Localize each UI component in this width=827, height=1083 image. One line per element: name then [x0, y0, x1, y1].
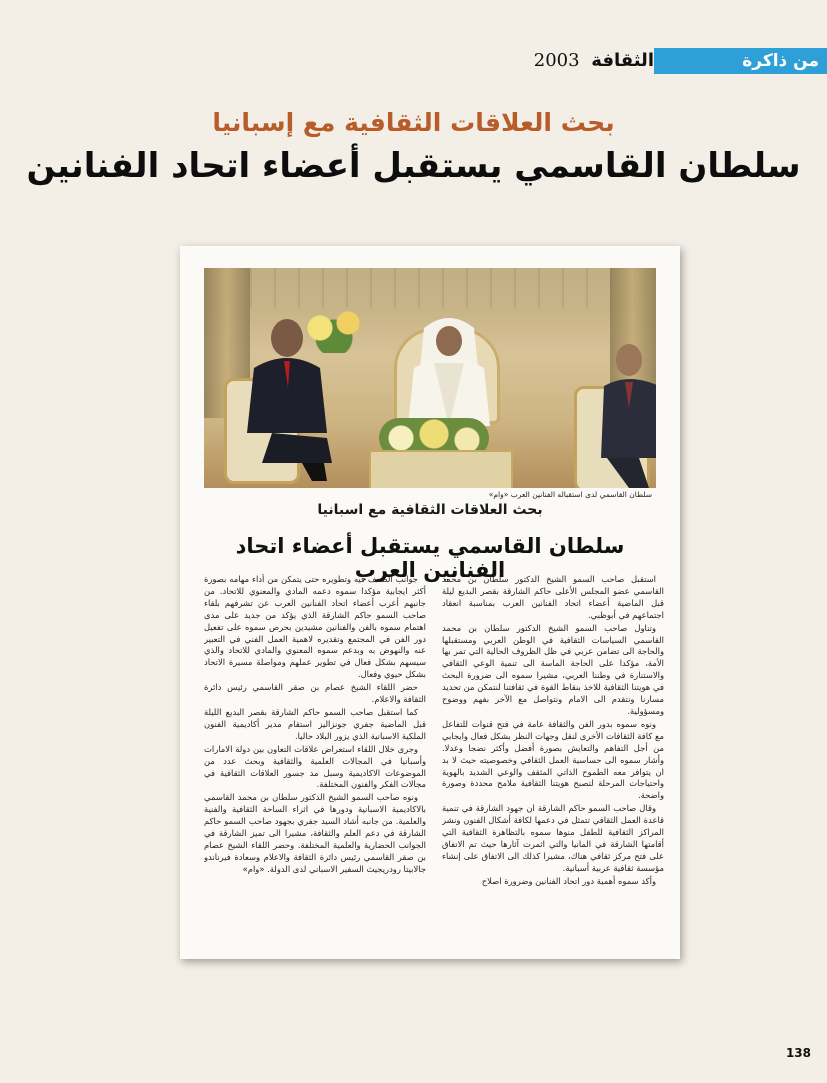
clipping-photo [204, 268, 656, 488]
photo-caption: سلطان القاسمي لدى استقباله الفنانين العرب «وام» [488, 490, 652, 499]
photo-table [369, 450, 513, 488]
paragraph: وجرى خلال اللقاء استعراض علاقات التعاون بين دولة الامارات وأسبانيا في المجالات العلمية والثقافية وبحث عدد من الموضوعات الاكاديمية وسبل مد جسور العلاقات الثقافية في مجالات الفكر والفنون المختلفة. [204, 743, 426, 790]
photo-person-right [599, 338, 656, 488]
clipping-subhead: بحث العلاقات الثقافية مع اسبانيا [317, 502, 543, 518]
paragraph: جوانب الضعف فيه وتطويره حتى يتمكن من أداء مهامه بصورة أكثر ايجابية مؤكدا سموه دعمه المادي والمعنوي للاتحاد. من جانبهم أعرب أعضاء اتحاد الفنانين العرب عن تشرفهم بلقاء صاحب السمو حاكم الشارقة الذي يؤكد من جديد على مدى اهتمام سموه بالفن والفنانين مشيدين بحرص سموه على تفعيل دور الفن في المجتمع وتقديره لاهمية العمل الفني في التعبير عنه والنهوض به وبدعم سموه المعنوي والمادي للاتحاد والذي سيسهم بشكل فعال في تطوير عملهم ومواصلة مسيرة الاتحاد بشكل حيوي وفعال. [204, 574, 426, 680]
header-series-label: من ذاكرة [742, 51, 819, 71]
paragraph: وتناول صاحب السمو الشيخ الدكتور سلطان بن محمد القاسمي السياسات الثقافية في الوطن العربي ومستقبلها والحاجة الى تضامن عربي في ظل الظروف الحالية التي تمر بها الأمة، مؤكدا على الحاجة الماسة الى تنمية الوعي الثقافي والاستنارة في وطننا العربي، مشيرا سموه الى ضرورة البحث في هويتنا الثقافية للاخذ بنقاط القوة في ثقافتنا لنتمكن من تحديد مسارنا ونتقدم الى الامام ونتواصل مع الآخر بفهم ووضوح ومسؤولية. [442, 622, 664, 716]
header-year: 2003 [533, 50, 580, 71]
article-subtitle: بحث العلاقات الثقافية مع إسبانيا [212, 108, 615, 137]
article-title: سلطان القاسمي يستقبل أعضاء اتحاد الفنانين [26, 146, 801, 186]
paragraph: كما استقبل صاحب السمو حاكم الشارقة بقصر البديع الليلة قبل الماضية جفري جونزاليز استقام مدير أكاديمية الفنون الملكية الاسبانية الذي يزور البلاد حاليا. [204, 706, 426, 741]
clipping-headline: سلطان القاسمي يستقبل أعضاء اتحاد الفنانين العرب [235, 534, 625, 582]
paragraph: استقبل صاحب السمو الشيخ الدكتور سلطان بن محمد القاسمي عضو المجلس الأعلى حاكم الشارقة بقصر البديع ليلة قبل الماضية أعضاء اتحاد الفنانين العرب بمناسبة انعقاد اجتماعهم في أبوظبي. [442, 574, 664, 620]
newspaper-clipping [180, 246, 680, 959]
paragraph: وقال صاحب السمو حاكم الشارقة ان جهود الشارقة في تنمية قاعدة العمل الثقافي تتمثل في دعمها لكافة أشكال الفنون ونشر المراكز الثقافية للطفل منوها سموه بالتظاهرة الثقافية التي أقامتها الشارقة في المانيا والتي اثمرت آثارها حيث تم الاتفاق على فتح مركز ثقافي هناك، مشيرا كذلك الى الاتفاق على إنشاء مؤسسة ثقافية عربية أسبانية. [442, 803, 664, 873]
photo-person-left [232, 313, 337, 483]
header-topic-label: الثقافة [591, 50, 654, 71]
paragraph: حضر اللقاء الشيخ عصام بن صقر القاسمي رئيس دائرة الثقافة والاعلام. [204, 682, 426, 705]
photo-person-center [404, 308, 494, 428]
page-number: 138 [785, 1046, 811, 1060]
header-topic [534, 49, 654, 73]
clipping-column-right [442, 574, 664, 954]
paragraph: ونوه صاحب السمو الشيخ الدكتور سلطان بن محمد القاسمي بالاكاديمية الاسبانية ودورها في اثراء الساحة الثقافية والفنية والعلمية. من جانبه أشاد السيد جفري بجهود صاحب السمو حاكم الشارقة في دعم العلم والثقافة، مشيرا الى تميز الشارقة في الجوانب الحضارية والعلمية المختلفة. وحضر اللقاء الشيخ عصام بن صقر القاسمي رئيس دائرة الثقافة والاعلام وسعادة فيرناندو جالابيتا رودريجيث السفير الاسباني لدى الدولة. «وام» [204, 792, 426, 874]
photo-ceiling [204, 268, 656, 308]
clipping-column-left [204, 574, 426, 954]
paragraph: ونوه سموه بدور الفن والثقافة عامة في فتح قنوات للتفاعل مع كافة الثقافات الأخرى لنقل وجهات النظر بشكل فعال وايجابي من أجل التفاهم والتعايش بصورة أفضل وأكثر نضجا وعدلا. وأشار سموه الى حساسية العمل الثقافي وخصوصيته حيث لا بد ان يتوافر معه الطموح الذاتي المثقف والوعي الشديد بالهوية واحتياجات المرحلة لتصبح هويتنا الثقافية ملامح محددة وصورة واضحة. [442, 718, 664, 801]
paragraph: وأكد سموه أهمية دور اتحاد الفنانين وضرورة اصلاح [481, 875, 656, 886]
